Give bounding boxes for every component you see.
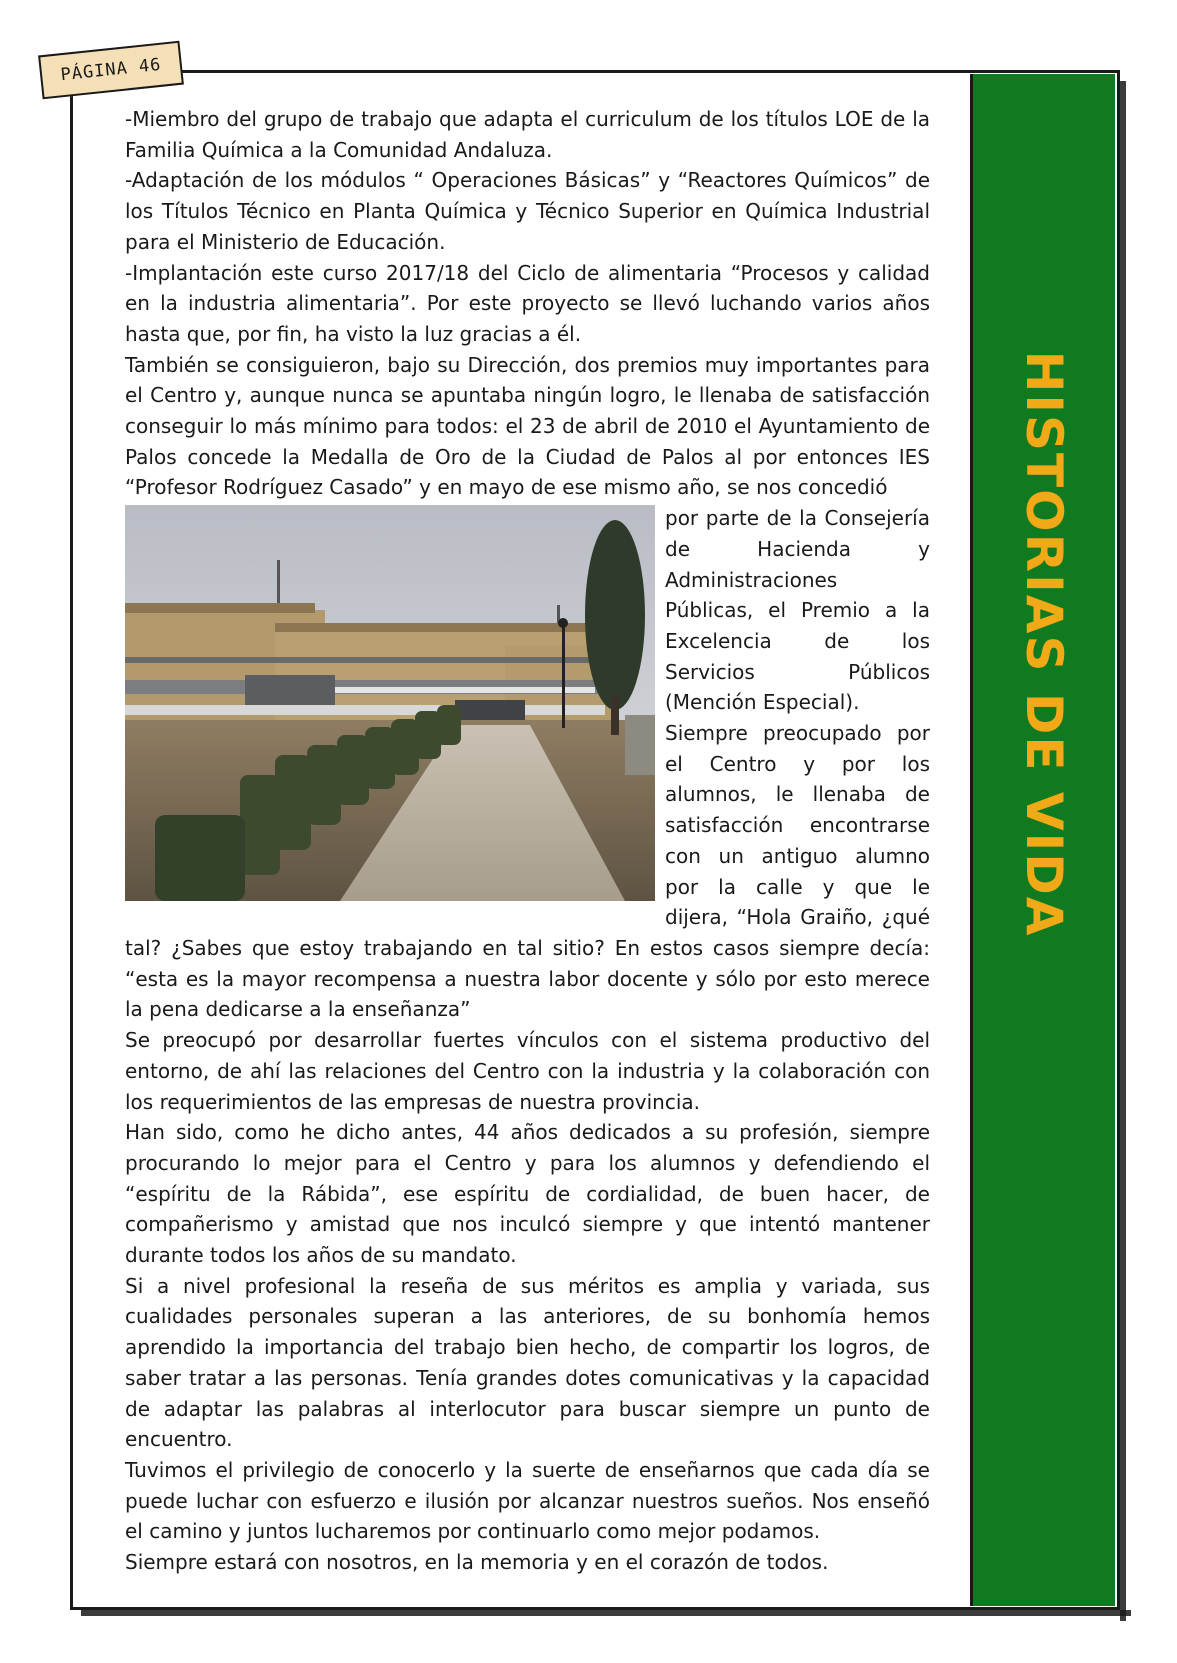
paragraph: -Implantación este curso 2017/18 del Ciclo de alimentaria “Procesos y calidad en la industria alimentaria”. Por este proyecto se llevó luchando varios años hasta que, por fin, ha visto la luz gracias a él.: [125, 260, 930, 346]
paragraph: Han sido, como he dicho antes, 44 años dedicados a su profesión, siempre procurando lo mejor para el Centro y para los alumnos y defendiendo el “espíritu de la Rábida”, ese espíritu de cordialidad, de buen hacer, de compañerismo y amistad que nos inculcó siempre y que intentó mantener durante todos los años de su mandato.: [125, 1120, 930, 1268]
paragraph: Siempre preocupado por el Centro y por los alumnos, le llenaba de satisfacción encontrarse con un antiguo alumno por la calle y que le dijera, “Hola Graiño, ¿qué tal? ¿Sabes que estoy trabajando en tal sitio? En estos casos siempre decía: “esta es la mayor recompensa a nuestra labor docente y sólo por esto merece la pena dedicarse a la enseñanza”: [125, 721, 930, 1022]
paragraph: Si a nivel profesional la reseña de sus méritos es amplia y variada, sus cualidades personales superan a las anteriores, de su bonhomía hemos aprendido la importancia del trabajo bien hecho, de compartir los logros, de saber tratar a las personas. Tenía grandes dotes comunicativas y la capacidad de adaptar las palabras al interlocutor para buscar siempre un punto de encuentro.: [125, 1273, 930, 1452]
paragraph: -Adaptación de los módulos “ Operaciones Básicas” y “Reactores Químicos” de los Títulos Técnico en Planta Química y Técnico Superior en Química Industrial para el Ministerio de Educación.: [125, 168, 930, 254]
paragraph: por parte de la Consejería de Hacienda y Administraciones Públicas, el Premio a la Excelencia de los Servicios Públicos (Mención Especial).: [665, 506, 930, 715]
article-body: [125, 104, 930, 1578]
sidebar-banner: [970, 74, 1115, 1606]
school-building-illustration: [125, 505, 655, 901]
school-building-photo: [125, 505, 655, 901]
sidebar-title: HISTORIAS DE VIDA: [1015, 350, 1073, 938]
paragraph: También se consiguieron, bajo su Dirección, dos premios muy importantes para el Centro y, aunque nunca se apuntaba ningún logro, le llenaba de satisfacción conseguir lo más mínimo para todos: el 23 de abril de 2010 el Ayuntamiento de Palos concede la Medalla de Oro de la Ciudad de Palos al por entonces IES “Profesor Rodríguez Casado” y en mayo de ese mismo año, se nos concedió: [125, 352, 930, 500]
paragraph: -Miembro del grupo de trabajo que adapta el curriculum de los títulos LOE de la Familia Química a la Comunidad Andaluza.: [125, 107, 930, 162]
paragraph: Se preocupó por desarrollar fuertes vínculos con el sistema productivo del entorno, de ahí las relaciones del Centro con la industria y la colaboración con los requerimientos de las empresas de nuestra provincia.: [125, 1028, 930, 1114]
paragraph: Siempre estará con nosotros, en la memoria y en el corazón de todos.: [125, 1550, 829, 1575]
paragraph: Tuvimos el privilegio de conocerlo y la suerte de enseñarnos que cada día se puede luchar con esfuerzo e ilusión por alcanzar nuestros sueños. Nos enseñó el camino y juntos lucharemos por continuarlo como mejor podamos.: [125, 1457, 930, 1544]
page-number-text: PÁGINA 46: [59, 54, 163, 86]
